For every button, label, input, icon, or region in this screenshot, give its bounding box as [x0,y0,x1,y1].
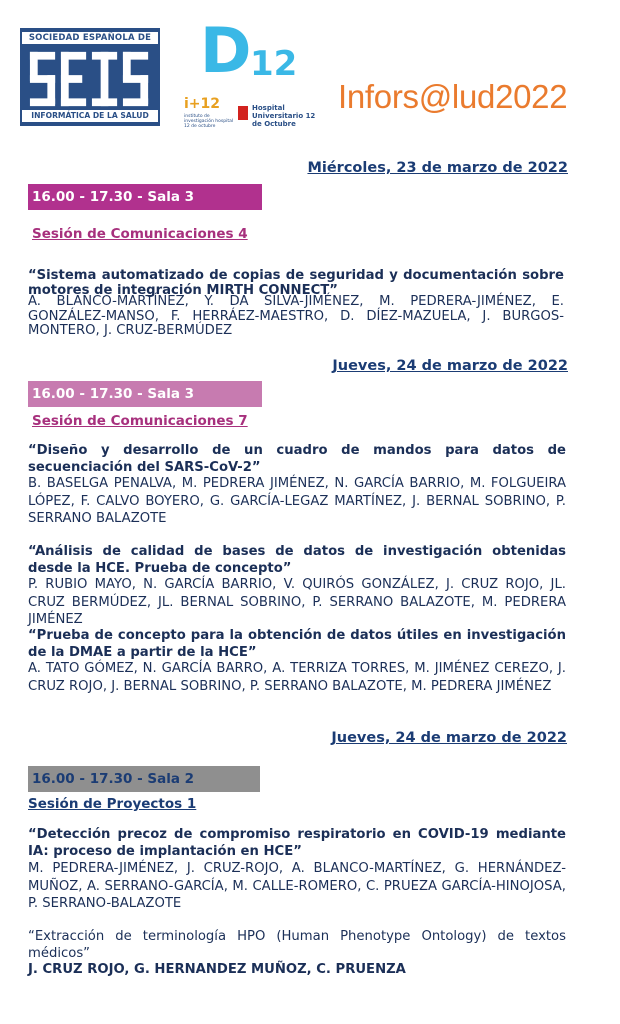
talk-title: “Sistema automatizado de copias de seguridad y documentación sobre motores de integración MIRTH CONNECT” [28,268,564,298]
block-date: Jueves, 24 de marzo de 2022 [332,358,568,374]
session-title: Sesión de Comunicaciones 7 [32,413,248,429]
talk-title: “Extracción de terminología HPO (Human Phenotype Ontology) de textos médicos” [28,929,566,961]
block-date: Miércoles, 23 de marzo de 2022 [307,160,568,176]
seis-logo-top-text: SOCIEDAD ESPAÑOLA DE [22,32,158,44]
talk-title: “Análisis de calidad de bases de datos de investigación obtenidas desde la HCE. Prueba de concepto” [28,544,566,576]
imas12-logo: i+12 [184,96,221,112]
d12-logo [180,14,320,130]
session-title: Sesión de Proyectos 1 [28,796,197,812]
talk-authors: B. BASELGA PENALVA, M. PEDRERA JIMÉNEZ, N. GARCÍA BARRIO, M. FOLGUEIRA LÓPEZ, F. CALVO BOYERO, G. GARCÍA-LEGAZ MARTÍNEZ, J. BERNAL SOBRINO, P. SERRANO BALAZOTE [28,476,566,526]
seis-logo-bottom-text: INFORMÁTICA DE LA SALUD [22,110,158,122]
session-title: Sesión de Comunicaciones 4 [32,226,248,242]
time-slot-bar: 16.00 - 17.30 - Sala 2 [28,766,260,792]
d12-logo-letter: D [200,14,252,87]
time-slot-bar: 16.00 - 17.30 - Sala 3 [28,184,262,210]
hospital-logo-mark [238,106,248,120]
event-title: Infors@lud2022 [338,78,568,115]
seis-logo [20,28,160,126]
talk-authors: A. TATO GÓMEZ, N. GARCÍA BARRO, A. TERRIZA TORRES, M. JIMÉNEZ CEREZO, J. CRUZ ROJO, J. BERNAL SOBRINO, P. SERRANO BALAZOTE, M. PEDRERA JIMÉNEZ [28,661,566,694]
block-date: Jueves, 24 de marzo de 2022 [331,730,567,746]
seis-logo-mark [28,48,152,110]
talk-authors: P. RUBIO MAYO, N. GARCÍA BARRIO, V. QUIRÓS GONZÁLEZ, J. CRUZ ROJO, JL. CRUZ BERMÚDEZ, JL. BERNAL SOBRINO, P. SERRANO BALAZOTE, M. PEDRERA JIMÉNEZ [28,577,566,627]
talk-authors: J. CRUZ ROJO, G. HERNANDEZ MUÑOZ, C. PRUENZA [28,962,406,977]
imas12-logo-subtitle: instituto de investigación hospital 12 de octubre [184,114,234,129]
talk-title: “Prueba de concepto para la obtención de datos útiles en investigación de la DMAE a partir de la HCE” [28,628,566,660]
hospital-logo-text: Hospital Universitario 12 de Octubre [252,104,316,128]
talk-authors: A. BLANCO-MARTÍNEZ, Y. DA SILVA-JIMÉNEZ, M. PEDRERA-JIMÉNEZ, E. GONZÁLEZ-MANSO, F. HERRÁEZ-MAESTRO, D. DÍEZ-MAZUELA, J. BURGOS-MONTERO, J. CRUZ-BERMÚDEZ [28,294,564,338]
d12-logo-number: 12 [250,44,298,84]
talk-title: “Detección precoz de compromiso respiratorio en COVID-19 mediante IA: proceso de implantación en HCE” [28,827,566,859]
time-slot-bar: 16.00 - 17.30 - Sala 3 [28,381,262,407]
talk-authors: M. PEDRERA-JIMÉNEZ, J. CRUZ-ROJO, A. BLANCO-MARTÍNEZ, G. HERNÁNDEZ-MUÑOZ, A. SERRANO-GARCÍA, M. CALLE-ROMERO, C. PRUEZA GARCÍA-HINOJOSA, P. SERRANO-BALAZOTE [28,861,566,911]
talk-title: “Diseño y desarrollo de un cuadro de mandos para datos de secuenciación del SARS-CoV-2” [28,443,566,475]
